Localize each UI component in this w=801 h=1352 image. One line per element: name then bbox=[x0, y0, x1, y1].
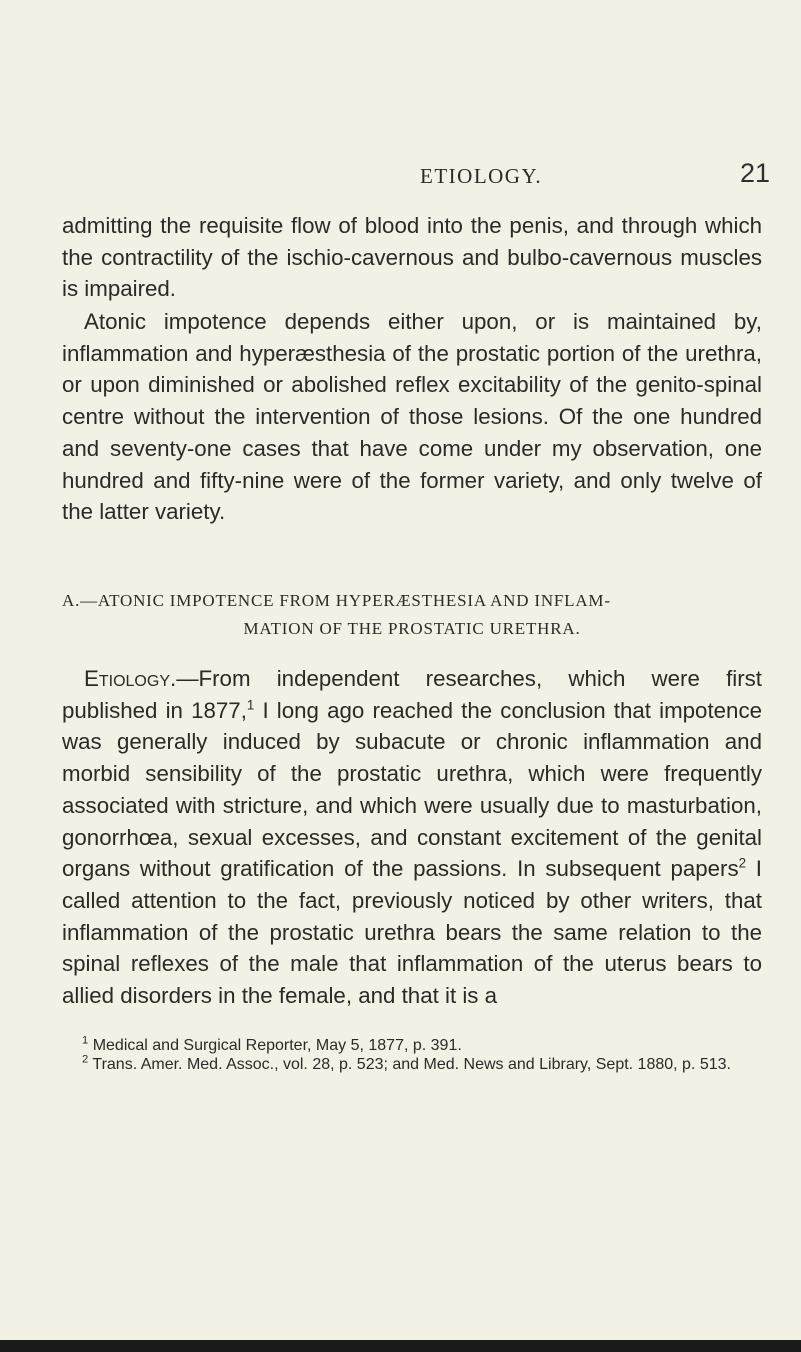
etiology-text-part-1: —From independent researches, which were first published in 1877, bbox=[62, 666, 762, 723]
etiology-lead-in: Etiology. bbox=[84, 666, 177, 691]
footnote-1 bbox=[62, 1036, 762, 1055]
running-title: ETIOLOGY. bbox=[420, 164, 543, 188]
footnote-mark: 2 bbox=[82, 1053, 89, 1066]
paragraph-etiology bbox=[62, 663, 762, 1012]
paragraph-atonic-impotence: Atonic impotence depends either upon, or is maintained by, inflammation and hyperæsthesia of the prostatic portion of the urethra, or upon diminished or abolished reflex excitability of the genito-spinal centre without the intervention of those lesions. Of the one hundred and seventy-one cases that have come under my observation, one hundred and fifty-nine were of the former variety, and only twelve of the latter variety. bbox=[62, 309, 762, 525]
footnote-ref-2[interactable]: 2 bbox=[738, 855, 747, 871]
footnote-text: Trans. Amer. Med. Assoc., vol. 28, p. 523; and Med. News and Library, Sept. 1880, p. 513. bbox=[92, 1056, 731, 1073]
footnotes bbox=[62, 1036, 762, 1074]
footnote-2 bbox=[62, 1055, 762, 1074]
etiology-text-part-2: I long ago reached the conclusion that impotence was generally induced by subacute or chronic inflammation and morbid sensibility of the prostatic urethra, which were frequently associated with stricture, and which were usually due to masturbation, gonorrhœa, sexual excesses, and constant excitement of the genital organs without gratification of the passions. In subsequent papers bbox=[62, 697, 762, 882]
page-bottom-edge bbox=[0, 1340, 801, 1352]
page-number: 21 bbox=[739, 158, 770, 188]
footnote-mark: 1 bbox=[82, 1034, 89, 1047]
running-head bbox=[60, 160, 770, 200]
footnote-ref-1[interactable]: 1 bbox=[246, 697, 255, 713]
paragraph-continuation: admitting the requisite flow of blood into the penis, and through which the contractility of the ischio-cavernous and bulbo-cavernous muscles is impaired. bbox=[62, 213, 762, 302]
section-heading-line-1: A.—ATONIC IMPOTENCE FROM HYPERÆSTHESIA AND INFLAM- bbox=[62, 591, 611, 610]
section-heading-line-2: MATION OF THE PROSTATIC URETHRA. bbox=[243, 619, 581, 638]
etiology-text-part-3: I called attention to the fact, previously noticed by other writers, that inflammation of the prostatic urethra bears the same relation to the spinal reflexes of the male that inflammation of the uterus bears to allied disorders in the female, and that it is a bbox=[62, 856, 762, 1009]
section-heading bbox=[62, 587, 762, 643]
footnote-text: Medical and Surgical Reporter, May 5, 1877, p. 391. bbox=[92, 1037, 462, 1054]
